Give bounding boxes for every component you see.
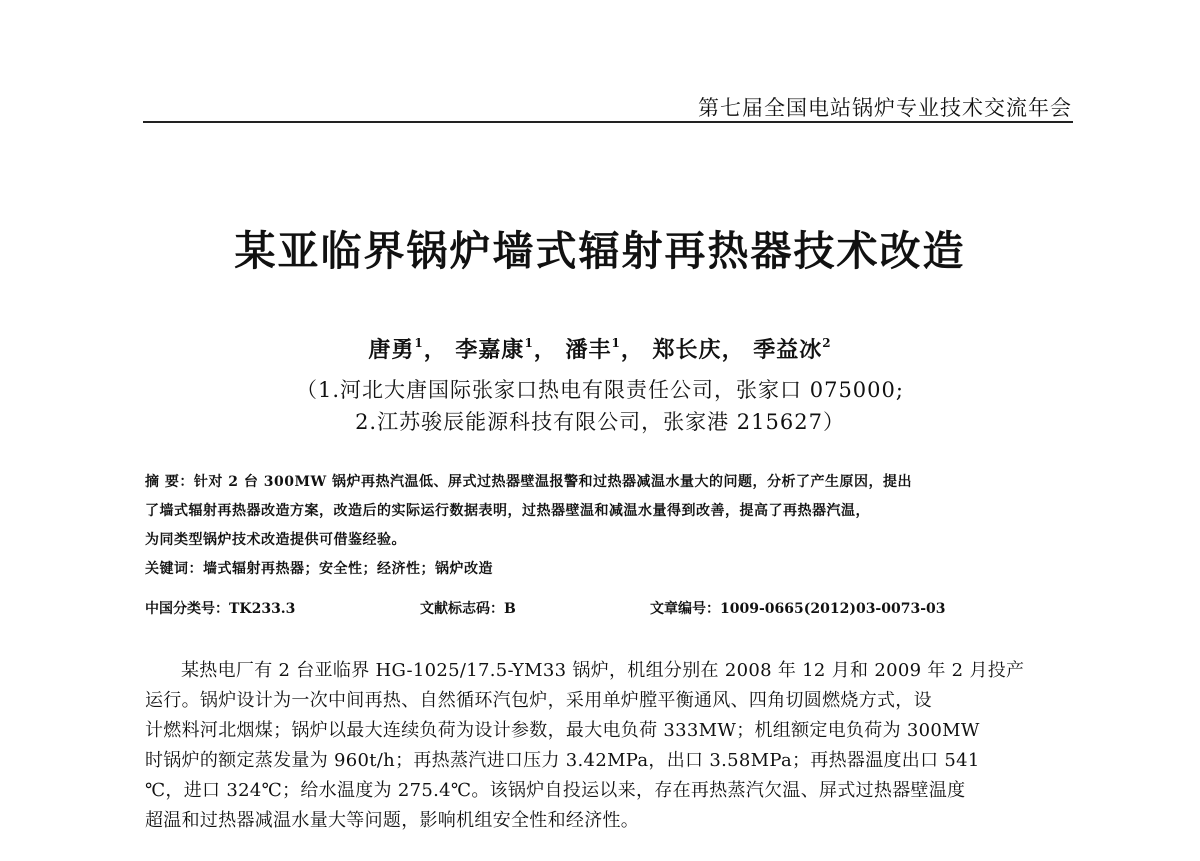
- author-name: 潘丰: [565, 337, 612, 363]
- article-number: 文章编号：1009-0665(2012)03-0073-03: [650, 601, 946, 617]
- author-name: 郑长庆: [652, 337, 722, 363]
- header-rule: [143, 121, 1073, 123]
- abstract-line: 摘 要：针对 2 台 300MW 锅炉再热汽温低、屏式过热器壁温报警和过热器减温水量大的问题，分析了产生原因，提出: [145, 474, 913, 490]
- body-line: 运行。锅炉设计为一次中间再热、自然循环汽包炉，采用单炉膛平衡通风、四角切圆燃烧方式，设: [145, 690, 932, 711]
- clc-number: 中国分类号：TK233.3: [145, 601, 296, 617]
- abstract-block: [145, 468, 1070, 584]
- abstract-line: 为同类型锅炉技术改造提供可借鉴经验。: [145, 532, 406, 548]
- author-separator: ，: [423, 337, 447, 363]
- author-separator: ，: [721, 337, 745, 363]
- body-line: 计燃料河北烟煤；锅炉以最大连续负荷为设计参数，最大电负荷 333MW；机组额定电负荷为 300MW: [145, 720, 980, 741]
- author-name: 季益冰: [753, 337, 823, 363]
- paper-title: 某亚临界锅炉墙式辐射再热器技术改造: [234, 227, 966, 275]
- running-header: 第七届全国电站锅炉专业技术交流年会: [698, 96, 1072, 120]
- body-line: 时锅炉的额定蒸发量为 960t/h；再热蒸汽进口压力 3.42MPa，出口 3.58MPa；再热器温度出口 541: [145, 750, 980, 771]
- author-separator: ，: [533, 337, 557, 363]
- author-affil-mark: 2: [822, 336, 832, 350]
- body-line: 超温和过热器减温水量大等问题，影响机组安全性和经济性。: [145, 810, 640, 831]
- document-code: 文献标志码：B: [420, 601, 516, 617]
- affiliation-line: 2.江苏骏辰能源科技有限公司，张家港 215627）: [355, 410, 845, 434]
- author-name: 唐勇: [368, 337, 415, 363]
- body-line: ℃，进口 324℃；给水温度为 275.4℃。该锅炉自投运以来，存在再热蒸汽欠温、屏式过热器壁温度: [145, 780, 966, 801]
- author-affil-mark: 1: [414, 336, 424, 350]
- author-name: 李嘉康: [455, 337, 525, 363]
- keywords-line: 关键词：墙式辐射再热器；安全性；经济性；锅炉改造: [145, 561, 493, 577]
- abstract-line: 了墙式辐射再热器改造方案，改造后的实际运行数据表明，过热器壁温和减温水量得到改善，提高了再热器汽温，: [145, 503, 870, 519]
- body-paragraph: [145, 656, 1075, 836]
- author-affil-mark: 1: [611, 336, 621, 350]
- author-separator: ，: [620, 337, 644, 363]
- author-list: [0, 333, 1200, 364]
- affiliation-line: （1.河北大唐国际张家口热电有限责任公司，张家口 075000;: [296, 378, 904, 402]
- author-affil-mark: 1: [524, 336, 534, 350]
- body-line: 某热电厂有 2 台亚临界 HG-1025/17.5-YM33 锅炉，机组分别在 2008 年 12 月和 2009 年 2 月投产: [181, 660, 1025, 681]
